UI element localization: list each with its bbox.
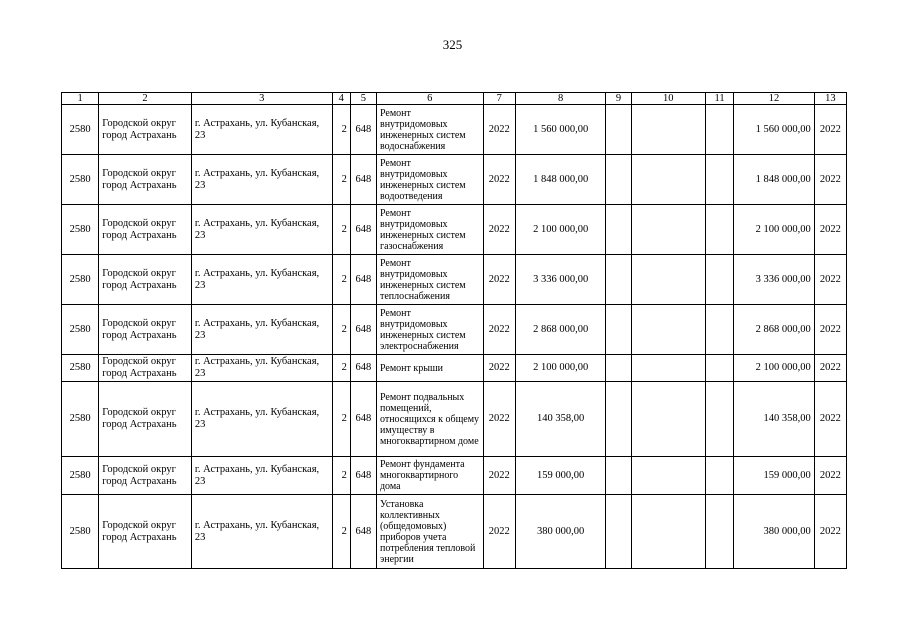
cell-col5: 648 — [350, 105, 376, 155]
cell-row-id: 2580 — [62, 457, 99, 495]
table-row — [62, 305, 847, 355]
column-header: 8 — [515, 93, 606, 105]
cell-total: 140 358,00 — [734, 382, 815, 457]
cell-year: 2022 — [483, 457, 515, 495]
cell-total: 2 100 000,00 — [734, 205, 815, 255]
cell-municipality: Городской округ город Астрахань — [99, 205, 192, 255]
cell-municipality: Городской округ город Астрахань — [99, 355, 192, 382]
cell-end-year: 2022 — [814, 355, 846, 382]
cell-cost: 2 100 000,00 — [515, 205, 606, 255]
cell-work-description: Ремонт фундамента многоквартирного дома — [376, 457, 483, 495]
cell-col5: 648 — [350, 382, 376, 457]
cell-work-description: Ремонт внутридомовых инженерных систем газоснабжения — [376, 205, 483, 255]
cell-cost: 1 848 000,00 — [515, 155, 606, 205]
cell-cost: 380 000,00 — [515, 495, 606, 569]
cell-year: 2022 — [483, 255, 515, 305]
table-row — [62, 355, 847, 382]
cell-col4: 2 — [332, 205, 350, 255]
cell-col11 — [706, 205, 734, 255]
cell-year: 2022 — [483, 105, 515, 155]
cell-total: 1 848 000,00 — [734, 155, 815, 205]
cell-cost: 140 358,00 — [515, 382, 606, 457]
cell-total: 2 868 000,00 — [734, 305, 815, 355]
cell-col10 — [631, 495, 705, 569]
data-table — [61, 92, 847, 569]
cell-col9 — [606, 355, 631, 382]
cell-col9 — [606, 495, 631, 569]
column-header: 7 — [483, 93, 515, 105]
cell-end-year: 2022 — [814, 205, 846, 255]
cell-col9 — [606, 305, 631, 355]
column-header: 12 — [734, 93, 815, 105]
column-number-row — [62, 93, 847, 105]
cell-col10 — [631, 382, 705, 457]
cell-col10 — [631, 205, 705, 255]
cell-col9 — [606, 155, 631, 205]
cell-total: 3 336 000,00 — [734, 255, 815, 305]
cell-col4: 2 — [332, 382, 350, 457]
cell-address: г. Астрахань, ул. Кубанская, 23 — [191, 305, 332, 355]
cell-municipality: Городской округ город Астрахань — [99, 305, 192, 355]
cell-col11 — [706, 355, 734, 382]
cell-end-year: 2022 — [814, 457, 846, 495]
cell-total: 380 000,00 — [734, 495, 815, 569]
cell-municipality: Городской округ город Астрахань — [99, 255, 192, 305]
column-header: 1 — [62, 93, 99, 105]
column-header: 11 — [706, 93, 734, 105]
cell-row-id: 2580 — [62, 255, 99, 305]
cell-col4: 2 — [332, 105, 350, 155]
cell-municipality: Городской округ город Астрахань — [99, 495, 192, 569]
cell-col10 — [631, 155, 705, 205]
cell-year: 2022 — [483, 305, 515, 355]
table-row — [62, 105, 847, 155]
cell-year: 2022 — [483, 495, 515, 569]
cell-municipality: Городской округ город Астрахань — [99, 155, 192, 205]
cell-cost: 3 336 000,00 — [515, 255, 606, 305]
cell-municipality: Городской округ город Астрахань — [99, 382, 192, 457]
cell-address: г. Астрахань, ул. Кубанская, 23 — [191, 355, 332, 382]
cell-row-id: 2580 — [62, 205, 99, 255]
cell-end-year: 2022 — [814, 305, 846, 355]
column-header: 4 — [332, 93, 350, 105]
cell-year: 2022 — [483, 355, 515, 382]
table-row — [62, 495, 847, 569]
cell-col5: 648 — [350, 205, 376, 255]
cell-col11 — [706, 305, 734, 355]
cell-col9 — [606, 105, 631, 155]
cell-col4: 2 — [332, 457, 350, 495]
cell-col11 — [706, 255, 734, 305]
cell-row-id: 2580 — [62, 105, 99, 155]
cell-col5: 648 — [350, 495, 376, 569]
cell-end-year: 2022 — [814, 382, 846, 457]
cell-col11 — [706, 105, 734, 155]
cell-work-description: Ремонт внутридомовых инженерных систем теплоснабжения — [376, 255, 483, 305]
table-body — [62, 105, 847, 569]
cell-col10 — [631, 105, 705, 155]
column-header: 10 — [631, 93, 705, 105]
cell-col5: 648 — [350, 155, 376, 205]
cell-col11 — [706, 495, 734, 569]
cell-row-id: 2580 — [62, 155, 99, 205]
cell-address: г. Астрахань, ул. Кубанская, 23 — [191, 457, 332, 495]
table-row — [62, 155, 847, 205]
cell-cost: 1 560 000,00 — [515, 105, 606, 155]
cell-year: 2022 — [483, 205, 515, 255]
column-header: 9 — [606, 93, 631, 105]
cell-total: 159 000,00 — [734, 457, 815, 495]
cell-col10 — [631, 305, 705, 355]
cell-row-id: 2580 — [62, 355, 99, 382]
cell-total: 1 560 000,00 — [734, 105, 815, 155]
cell-col11 — [706, 457, 734, 495]
cell-col9 — [606, 205, 631, 255]
cell-col4: 2 — [332, 305, 350, 355]
cell-col9 — [606, 457, 631, 495]
table-row — [62, 457, 847, 495]
cell-col5: 648 — [350, 457, 376, 495]
cell-col4: 2 — [332, 155, 350, 205]
cell-col10 — [631, 457, 705, 495]
table-row — [62, 205, 847, 255]
cell-end-year: 2022 — [814, 495, 846, 569]
cell-address: г. Астрахань, ул. Кубанская, 23 — [191, 205, 332, 255]
cell-cost: 2 868 000,00 — [515, 305, 606, 355]
cell-address: г. Астрахань, ул. Кубанская, 23 — [191, 255, 332, 305]
cell-work-description: Ремонт внутридомовых инженерных систем водоснабжения — [376, 105, 483, 155]
cell-col10 — [631, 255, 705, 305]
cell-year: 2022 — [483, 155, 515, 205]
cell-col5: 648 — [350, 305, 376, 355]
cell-work-description: Установка коллективных (общедомовых) приборов учета потребления тепловой энергии — [376, 495, 483, 569]
page-number: 325 — [442, 37, 463, 52]
cell-work-description: Ремонт внутридомовых инженерных систем электроснабжения — [376, 305, 483, 355]
cell-address: г. Астрахань, ул. Кубанская, 23 — [191, 382, 332, 457]
cell-row-id: 2580 — [62, 382, 99, 457]
cell-col9 — [606, 255, 631, 305]
column-header: 5 — [350, 93, 376, 105]
cell-work-description: Ремонт крыши — [376, 355, 483, 382]
cell-address: г. Астрахань, ул. Кубанская, 23 — [191, 495, 332, 569]
cell-address: г. Астрахань, ул. Кубанская, 23 — [191, 105, 332, 155]
cell-col11 — [706, 155, 734, 205]
column-header: 13 — [814, 93, 846, 105]
cell-row-id: 2580 — [62, 305, 99, 355]
cell-col9 — [606, 382, 631, 457]
cell-end-year: 2022 — [814, 255, 846, 305]
cell-end-year: 2022 — [814, 105, 846, 155]
cell-municipality: Городской округ город Астрахань — [99, 105, 192, 155]
cell-row-id: 2580 — [62, 495, 99, 569]
cell-work-description: Ремонт внутридомовых инженерных систем водоотведения — [376, 155, 483, 205]
cell-work-description: Ремонт подвальных помещений, относящихся к общему имуществу в многоквартирном доме — [376, 382, 483, 457]
table-row — [62, 382, 847, 457]
cell-end-year: 2022 — [814, 155, 846, 205]
cell-col5: 648 — [350, 355, 376, 382]
cell-col11 — [706, 382, 734, 457]
cell-cost: 2 100 000,00 — [515, 355, 606, 382]
cell-municipality: Городской округ город Астрахань — [99, 457, 192, 495]
cell-cost: 159 000,00 — [515, 457, 606, 495]
cell-col4: 2 — [332, 355, 350, 382]
cell-col5: 648 — [350, 255, 376, 305]
cell-address: г. Астрахань, ул. Кубанская, 23 — [191, 155, 332, 205]
column-header: 2 — [99, 93, 192, 105]
cell-col4: 2 — [332, 255, 350, 305]
cell-total: 2 100 000,00 — [734, 355, 815, 382]
cell-year: 2022 — [483, 382, 515, 457]
cell-col10 — [631, 355, 705, 382]
column-header: 3 — [191, 93, 332, 105]
cell-col4: 2 — [332, 495, 350, 569]
column-header: 6 — [376, 93, 483, 105]
table-row — [62, 255, 847, 305]
